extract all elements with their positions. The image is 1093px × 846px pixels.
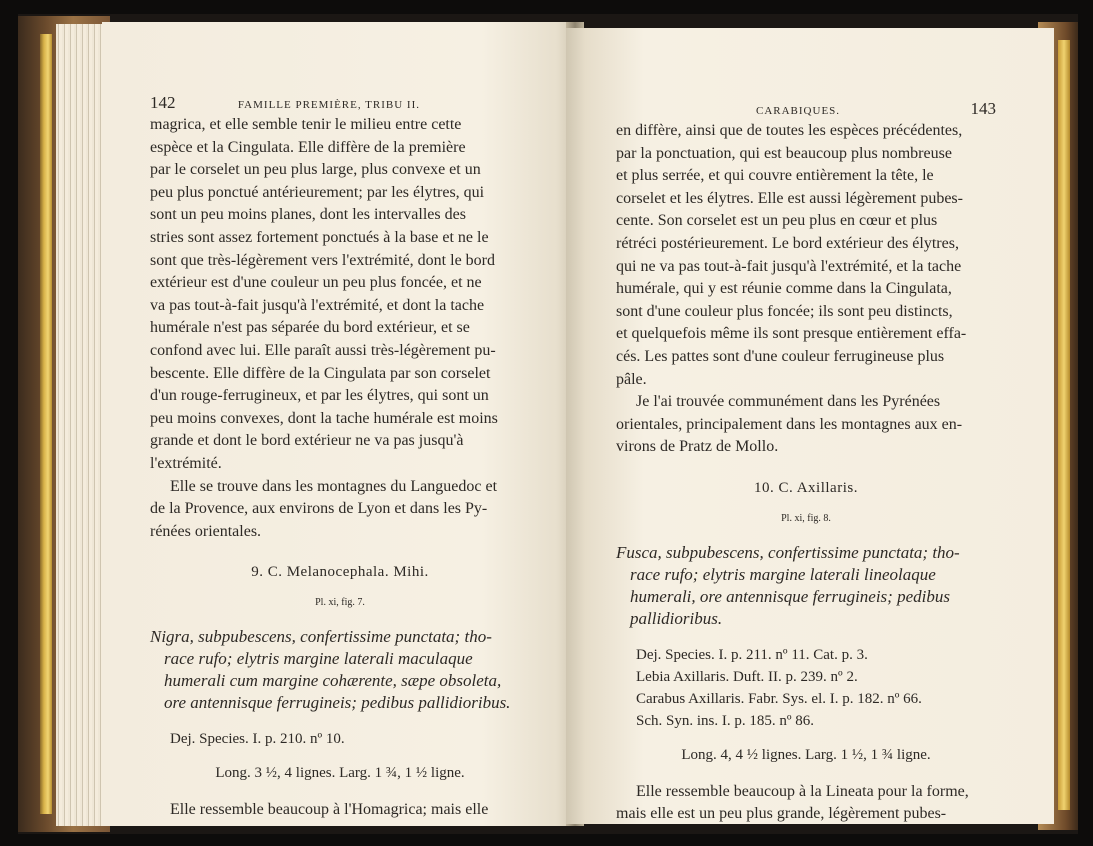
right-gilt-edge <box>1058 40 1070 810</box>
right-plate-ref: Pl. xi, fig. 8. <box>781 512 831 524</box>
reference-line: Sch. Syn. ins. I. p. 185. nº 86. <box>636 713 814 730</box>
right-page-number: 143 <box>970 99 996 118</box>
left-measurements: Long. 3 ½, 4 lignes. Larg. 1 ¾, 1 ½ ligne. <box>215 765 465 782</box>
right-measurements: Long. 4, 4 ½ lignes. Larg. 1 ½, 1 ¾ ligne. <box>681 747 931 764</box>
right-running-head: CARABIQUES. <box>756 105 841 117</box>
left-page <box>102 22 576 826</box>
right-page-text <box>616 98 996 826</box>
right-paragraph-1: en diffère, ainsi que de toutes les espèces précédentes, par la ponctuation, qui est beaucoup plus nombreuse et plus serrée, et qui couvre entièrement la tête, le corselet et les élytres. Elle est aussi légèrement pubes- cente. Son corselet est un peu plus en cœur et plus rétréci postérieurement. Le bord extérieur des élytres, qui ne va pas tout-à-fait jusqu'à l'extrémité, et la tache humérale, qui y est réunie comme dans la Cingulata, sont d'une couleur plus foncée; ils sont peu distincts, et quelquefois même ils sont presque entièrement effa- cés. Les pattes sont d'une couleur ferrugineuse plus pâle. <box>616 122 967 388</box>
left-reference: Dej. Species. I. p. 210. nº 10. <box>170 731 345 748</box>
reference-line: Carabus Axillaris. Fabr. Sys. el. I. p. 182. nº 66. <box>636 691 922 708</box>
left-last-line: Elle ressemble beaucoup à l'Homagrica; mais elle <box>170 801 489 819</box>
right-running-header <box>616 98 996 120</box>
right-page <box>566 28 1054 824</box>
right-diagnosis: Fusca, subpubescens, confertissime punctata; tho- race rufo; elytris margine laterali lineolaque humerali, ore antennisque ferrugineis; pedibus pallidioribus. <box>616 543 960 629</box>
left-paragraph-1: magrica, et elle semble tenir le milieu entre cette espèce et la Cingulata. Elle diffère de la première par le corselet un peu plus large, plus convexe et un peu plus ponctué antérieurement; par les élytres, qui sont un peu moins planes, dont les intervalles des stries sont assez fortement ponctués à la base et ne le sont que très-légèrement vers l'extrémité, dont le bord extérieur est d'une couleur un peu plus foncée, et ne va pas tout-à-fait jusqu'à l'extrémité, et dont la tache humérale n'est pas séparée du bord extérieur, et se confond avec lui. Elle paraît aussi très-légèrement pu- bescente. Elle diffère de la Cingulata par son corselet d'un rouge-ferrugineux, et par les élytres, qui sont un peu moins convexes, dont la tache humérale est moins grande et dont le bord extérieur ne va pas jusqu'à l'extrémité. <box>150 116 498 472</box>
left-plate-ref: Pl. xi, fig. 7. <box>315 596 365 608</box>
left-gilt-edge <box>40 34 52 814</box>
book <box>18 14 1078 834</box>
right-species-title: 10. C. Axillaris. <box>754 479 858 496</box>
left-page-text <box>150 92 530 822</box>
right-paragraph-3: Elle ressemble beaucoup à la Lineata pour la forme, mais elle est un peu plus grande, légèrement pubes- <box>616 782 969 823</box>
reference-line: Lebia Axillaris. Duft. II. p. 239. nº 2. <box>636 669 858 686</box>
left-running-header <box>150 92 530 114</box>
left-paragraph-2: Elle se trouve dans les montagnes du Languedoc et de la Provence, aux environs de Lyon et dans les Py- rénées orientales. <box>150 477 498 540</box>
left-species-title: 9. C. Melanocephala. Mihi. <box>251 564 429 581</box>
left-diagnosis: Nigra, subpubescens, confertissime punctata; tho- race rufo; elytris margine laterali maculaque humerali cum margine cohærente, sæpe obsoleta, ore antennisque ferrugineis; pedibus pallidioribus. <box>150 627 511 713</box>
left-page-number: 142 <box>150 93 176 112</box>
reference-line: Dej. Species. I. p. 211. nº 11. Cat. p. 3. <box>636 647 868 664</box>
right-paragraph-2: Je l'ai trouvée communément dans les Pyrénées orientales, principalement dans les montagnes aux en- virons de Pratz de Mollo. <box>616 393 963 456</box>
right-references <box>616 644 996 732</box>
left-running-head: FAMILLE PREMIÈRE, TRIBU II. <box>237 99 420 111</box>
